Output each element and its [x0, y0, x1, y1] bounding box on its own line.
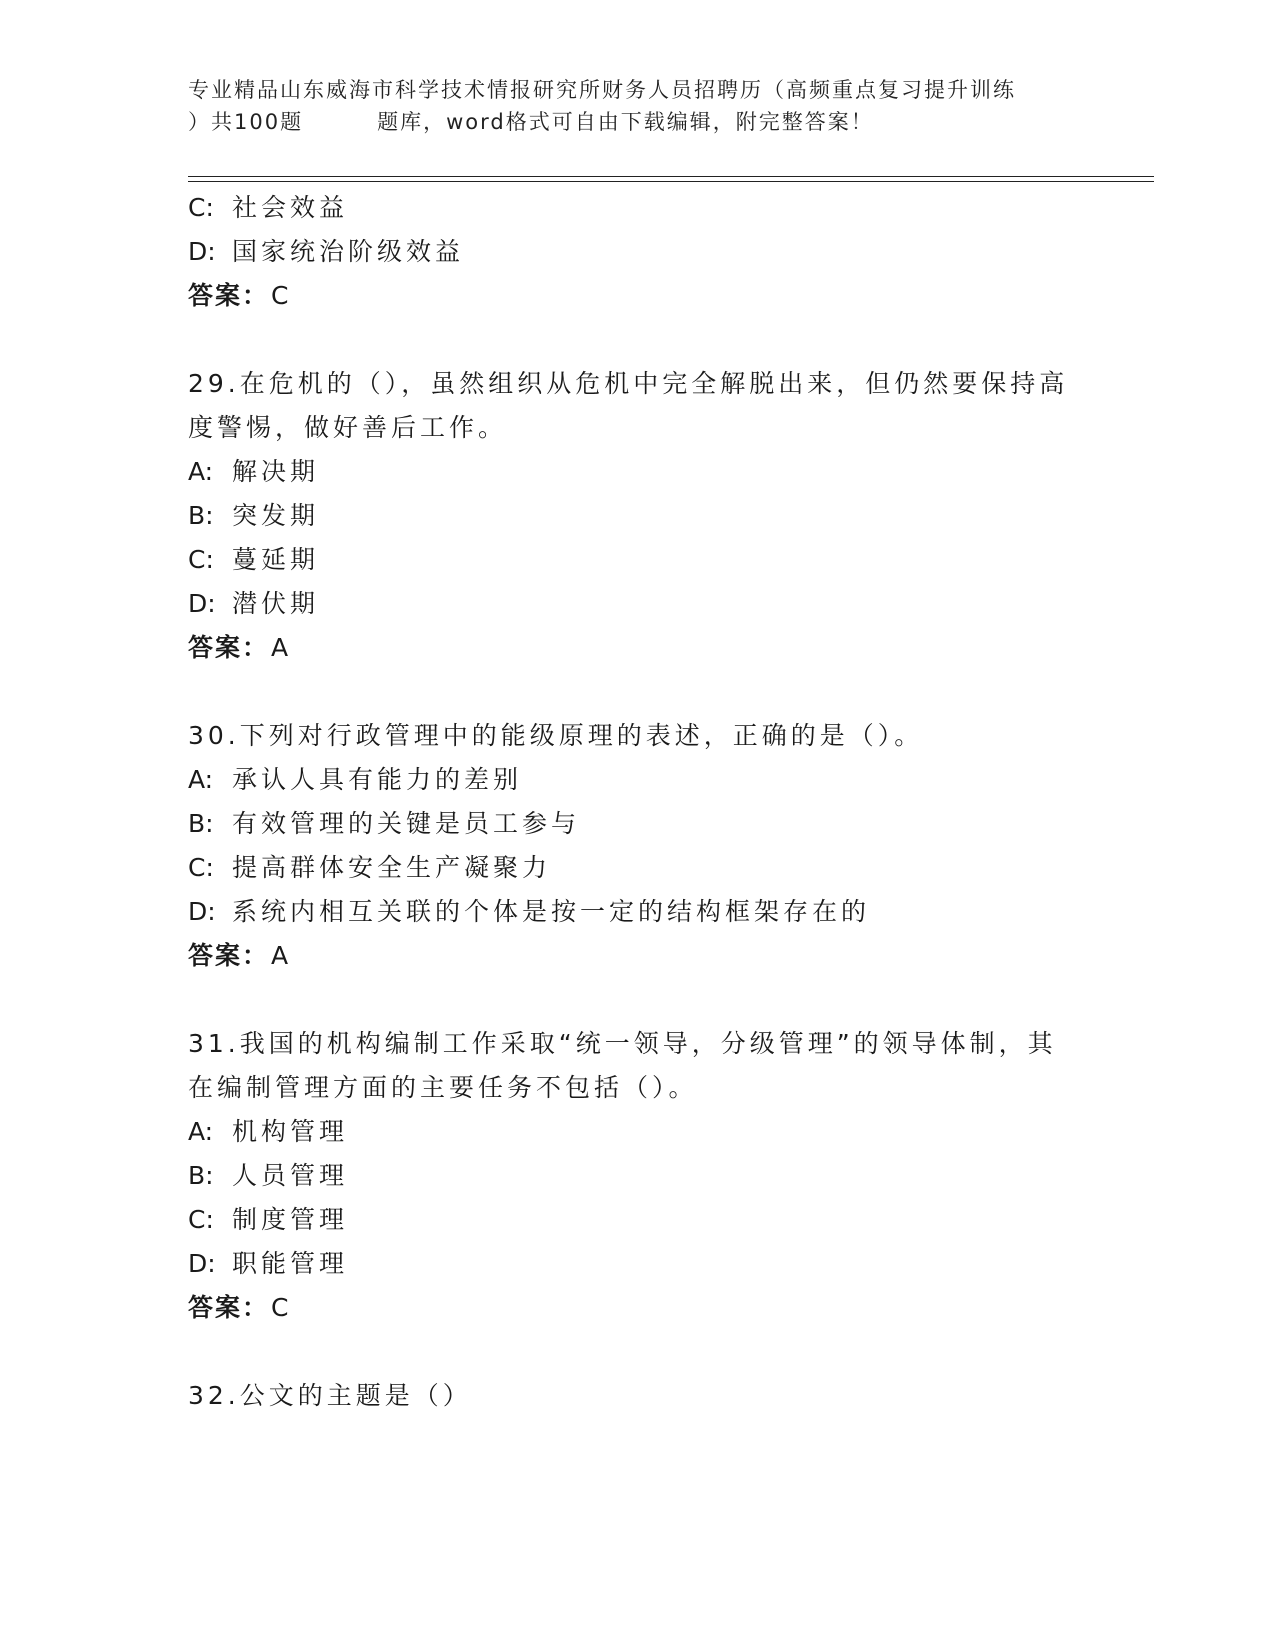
option-key: D: [188, 589, 216, 618]
q28-option-c [188, 192, 348, 224]
answer-value: A [271, 633, 291, 662]
option-text: 提高群体安全生产凝聚力 [232, 853, 552, 882]
answer-label: 答案： [188, 941, 270, 970]
q30-answer [188, 940, 290, 972]
answer-label: 答案： [188, 1293, 270, 1322]
option-key: C: [188, 853, 214, 882]
option-text: 机构管理 [232, 1117, 349, 1146]
option-text: 蔓延期 [232, 545, 320, 574]
page-header [188, 74, 1088, 138]
option-key: B: [188, 1161, 214, 1190]
answer-value: A [271, 941, 291, 970]
option-key: D: [188, 897, 216, 926]
q30-stem-line-1: 30.下列对行政管理中的能级原理的表述，正确的是（）。 [188, 721, 924, 750]
option-key: B: [188, 809, 214, 838]
q29-option-c [188, 544, 319, 576]
q31-option-c [188, 1204, 348, 1236]
header-rule-bottom [188, 181, 1154, 182]
option-key: C: [188, 545, 214, 574]
q31-option-d [188, 1248, 348, 1280]
q30-option-b [188, 808, 580, 840]
q29-stem-line-2: 度警惕，做好善后工作。 [188, 413, 508, 442]
option-text: 有效管理的关键是员工参与 [232, 809, 581, 838]
option-key: B: [188, 501, 214, 530]
option-text: 国家统治阶级效益 [232, 237, 465, 266]
q31-option-a [188, 1116, 348, 1148]
option-key: A: [188, 1117, 214, 1146]
q29-answer [188, 632, 290, 664]
q31-answer [188, 1292, 290, 1324]
q31-stem-line-1: 31.我国的机构编制工作采取“统一领导，分级管理”的领导体制，其 [188, 1029, 1057, 1058]
q28-option-d [188, 236, 464, 268]
option-text: 制度管理 [232, 1205, 349, 1234]
q29-stem-line-1: 29.在危机的（），虽然组织从危机中完全解脱出来，但仍然要保持高 [188, 369, 1069, 398]
q31-option-b [188, 1160, 348, 1192]
option-text: 社会效益 [232, 193, 349, 222]
option-text: 人员管理 [232, 1161, 349, 1190]
q32-stem-line-1: 32.公文的主题是（） [188, 1381, 472, 1410]
header-line-1: 专业精品山东威海市科学技术情报研究所财务人员招聘历（高频重点复习提升训练 [188, 78, 1016, 102]
q30-option-d [188, 896, 870, 928]
answer-label: 答案： [188, 281, 270, 310]
answer-value: C [271, 281, 291, 310]
option-key: D: [188, 1249, 216, 1278]
answer-label: 答案： [188, 633, 270, 662]
option-text: 承认人具有能力的差别 [232, 765, 523, 794]
header-rule-top [188, 176, 1154, 177]
option-text: 突发期 [232, 501, 320, 530]
header-download-note: 题库，word格式可自由下载编辑，附完整答案！ [377, 110, 874, 134]
option-text: 潜伏期 [232, 589, 320, 618]
q29-option-a [188, 456, 319, 488]
q31-stem-line-2: 在编制管理方面的主要任务不包括（）。 [188, 1073, 698, 1102]
option-text: 系统内相互关联的个体是按一定的结构框架存在的 [232, 897, 871, 926]
q30-option-a [188, 764, 522, 796]
option-text: 解决期 [232, 457, 320, 486]
q29-option-d [188, 588, 319, 620]
option-key: D: [188, 237, 216, 266]
q29-option-b [188, 500, 319, 532]
header-question-count: ）共100题 [188, 110, 304, 134]
option-key: C: [188, 193, 214, 222]
header-line-2 [188, 106, 1088, 138]
answer-value: C [271, 1293, 291, 1322]
option-text: 职能管理 [232, 1249, 349, 1278]
q30-option-c [188, 852, 551, 884]
option-key: A: [188, 765, 214, 794]
option-key: C: [188, 1205, 214, 1234]
option-key: A: [188, 457, 214, 486]
q28-answer [188, 280, 290, 312]
